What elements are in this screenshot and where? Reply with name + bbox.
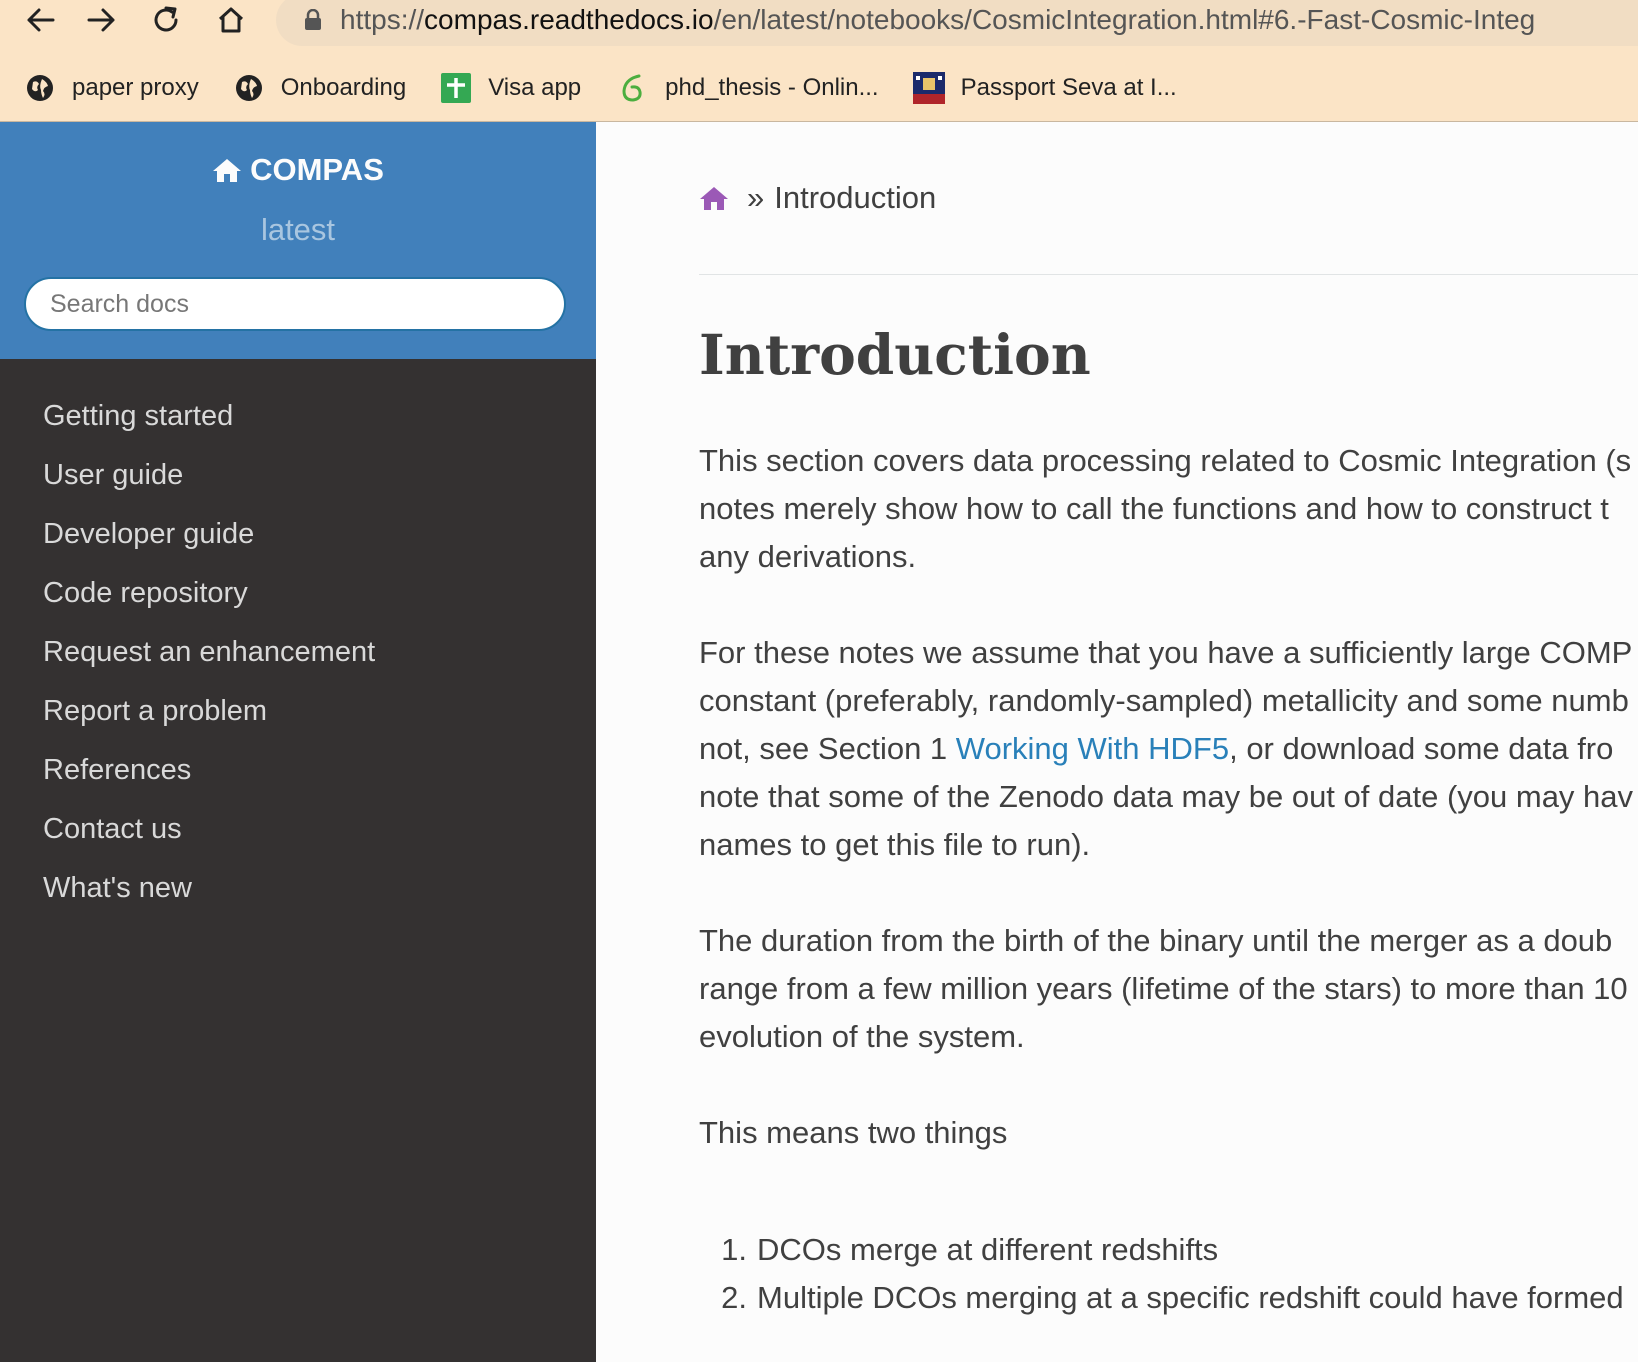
reload-icon bbox=[151, 5, 181, 35]
bookmark-label: Onboarding bbox=[280, 74, 407, 101]
numbered-list bbox=[699, 1226, 1624, 1322]
sidebar-item-whats-new[interactable]: What's new bbox=[43, 872, 192, 904]
page-title: Introduction bbox=[699, 322, 1091, 387]
home-button[interactable] bbox=[209, 0, 253, 40]
paragraph-line: notes merely show how to call the functions and how to construct t bbox=[699, 491, 1609, 526]
search-input[interactable] bbox=[24, 277, 566, 331]
url-prefix: https:// bbox=[340, 4, 425, 35]
paragraph-line: names to get this file to run). bbox=[699, 827, 1091, 862]
list-number: 1. bbox=[721, 1232, 747, 1267]
breadcrumb-home-icon[interactable] bbox=[699, 185, 729, 211]
version-label: latest bbox=[260, 212, 336, 247]
sidebar-item-developer-guide[interactable]: Developer guide bbox=[43, 518, 255, 550]
docs-sidebar bbox=[0, 122, 596, 1362]
sidebar-item-report-problem[interactable]: Report a problem bbox=[43, 695, 268, 727]
paragraph-line: range from a few million years (lifetime of the stars) to more than 10 bbox=[699, 971, 1628, 1006]
bookmark-label: Passport Seva at I... bbox=[960, 74, 1177, 101]
green-plus-icon bbox=[440, 72, 472, 104]
paragraph-line: constant (preferably, randomly-sampled) metallicity and some numb bbox=[699, 683, 1629, 718]
sidebar-item-getting-started[interactable]: Getting started bbox=[43, 400, 234, 432]
sidebar-nav bbox=[0, 387, 596, 918]
lock-icon bbox=[304, 9, 322, 31]
bookmark-label: phd_thesis - Onlin... bbox=[665, 74, 879, 101]
overleaf-leaf-icon bbox=[617, 72, 649, 104]
home-icon bbox=[216, 5, 246, 35]
paragraph-line: evolution of the system. bbox=[699, 1019, 1025, 1054]
list-item-text: Multiple DCOs merging at a specific redshift could have formed bbox=[757, 1280, 1624, 1315]
bookmark-phd-thesis[interactable] bbox=[617, 72, 878, 104]
list-item bbox=[699, 1274, 1624, 1322]
paragraph-intro bbox=[699, 437, 1638, 581]
sidebar-item-references[interactable]: References bbox=[43, 754, 192, 786]
text-fragment: , or download some data fro bbox=[1229, 731, 1614, 766]
url-host: compas.readthedocs.io bbox=[424, 4, 714, 35]
browser-toolbar bbox=[0, 0, 1638, 122]
bookmark-passport-seva[interactable] bbox=[913, 72, 1177, 104]
globe-icon bbox=[24, 72, 56, 104]
sidebar-item-code-repository[interactable]: Code repository bbox=[43, 577, 248, 609]
project-name: COMPAS bbox=[250, 152, 384, 187]
paragraph-line: This section covers data processing related to Cosmic Integration (s bbox=[699, 443, 1632, 478]
paragraph-line: For these notes we assume that you have a sufficiently large COMP bbox=[699, 635, 1633, 670]
paragraph-two-things bbox=[699, 1109, 1638, 1157]
paragraph-assumptions bbox=[699, 629, 1638, 869]
url-path: /en/latest/notebooks/CosmicIntegration.html#6.-Fast-Cosmic-Integ bbox=[713, 4, 1536, 35]
paragraph-line bbox=[699, 725, 1638, 773]
breadcrumb-separator: » bbox=[747, 180, 765, 215]
sidebar-item-user-guide[interactable]: User guide bbox=[43, 459, 184, 491]
main-content bbox=[596, 122, 1638, 1362]
bookmark-label: Visa app bbox=[488, 74, 582, 101]
list-item bbox=[699, 1226, 1624, 1274]
bookmark-visa-app[interactable] bbox=[440, 72, 581, 104]
divider bbox=[699, 274, 1638, 275]
back-button[interactable] bbox=[18, 0, 62, 40]
forward-arrow-icon bbox=[87, 7, 117, 33]
sidebar-item-contact-us[interactable]: Contact us bbox=[43, 813, 182, 845]
paragraph-line: This means two things bbox=[699, 1115, 1008, 1150]
paragraph-line: note that some of the Zenodo data may be out of date (you may hav bbox=[699, 779, 1634, 814]
sidebar-item-request-enhancement[interactable]: Request an enhancement bbox=[43, 636, 376, 668]
url-text bbox=[340, 4, 1535, 36]
passport-seva-icon bbox=[913, 72, 945, 104]
bookmarks-bar bbox=[0, 64, 1638, 112]
paragraph-line: The duration from the birth of the binary until the merger as a doub bbox=[699, 923, 1613, 958]
project-home-link[interactable] bbox=[0, 152, 596, 188]
list-item-text: DCOs merge at different redshifts bbox=[757, 1232, 1219, 1267]
bookmark-onboarding[interactable] bbox=[233, 72, 406, 104]
paragraph-line: any derivations. bbox=[699, 539, 917, 574]
bookmark-paper-proxy[interactable] bbox=[24, 72, 199, 104]
breadcrumb bbox=[699, 180, 936, 216]
working-with-hdf5-link[interactable]: Working With HDF5 bbox=[955, 731, 1230, 766]
breadcrumb-current: Introduction bbox=[774, 180, 937, 215]
list-number: 2. bbox=[721, 1280, 747, 1315]
reload-button[interactable] bbox=[144, 0, 188, 40]
address-bar[interactable] bbox=[276, 0, 1638, 46]
globe-icon bbox=[233, 72, 265, 104]
text-fragment: not, see Section 1 bbox=[699, 731, 956, 766]
home-icon bbox=[212, 157, 242, 183]
paragraph-duration bbox=[699, 917, 1638, 1061]
forward-button[interactable] bbox=[80, 0, 124, 40]
bookmark-label: paper proxy bbox=[72, 74, 199, 101]
sidebar-header bbox=[0, 122, 596, 359]
back-arrow-icon bbox=[25, 7, 55, 33]
